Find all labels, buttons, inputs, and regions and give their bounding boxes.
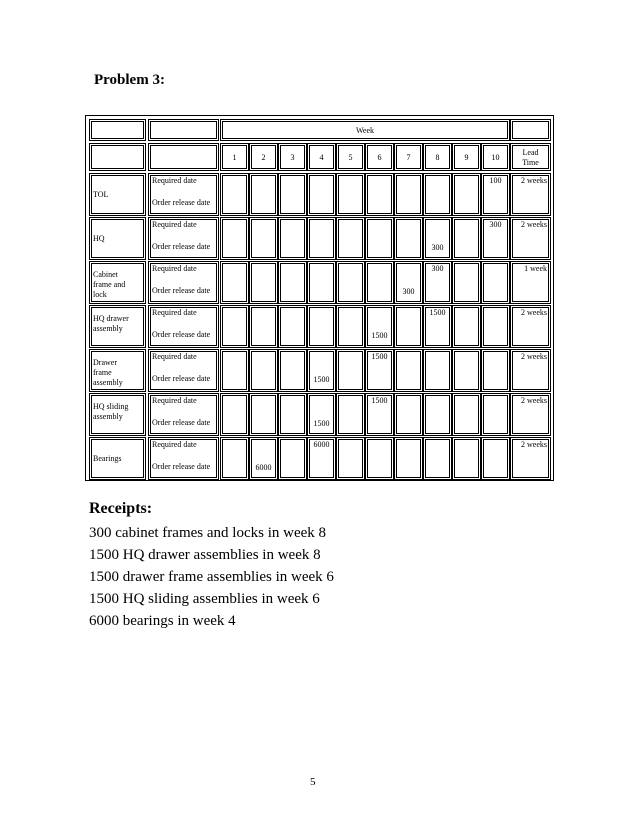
week-value-cell — [249, 173, 278, 216]
receipts-section — [89, 498, 334, 632]
week-value-cell — [249, 217, 278, 260]
week-value-cell — [220, 217, 249, 260]
week-value-cell — [307, 217, 336, 260]
week-value-cell — [365, 393, 394, 436]
week-value-cell — [365, 261, 394, 304]
required-value: 100 — [489, 176, 502, 185]
week-value-cell — [394, 217, 423, 260]
required-value: 1500 — [371, 352, 388, 361]
week-value-cell — [423, 393, 452, 436]
week-value-cell — [336, 305, 365, 348]
receipts-title: Receipts: — [89, 500, 153, 517]
row-label-cell — [148, 261, 219, 304]
order-release-date-label: Order release date — [152, 330, 211, 339]
header-blank-cell — [510, 119, 551, 141]
lead-time-cell — [510, 349, 551, 392]
release-value: 1500 — [313, 375, 330, 384]
receipt-line: 1500 HQ sliding assemblies in week 6 — [89, 591, 320, 607]
week-value-cell — [481, 173, 510, 216]
week-value-cell — [481, 393, 510, 436]
order-release-date-label: Order release date — [152, 286, 211, 295]
week-value-cell — [452, 349, 481, 392]
lead-time-cell — [510, 393, 551, 436]
week-number-label: 1 — [232, 153, 237, 162]
week-number-cell — [365, 143, 394, 171]
lead-time-cell — [510, 305, 551, 348]
week-number-cell — [481, 143, 510, 171]
week-number-cell — [307, 143, 336, 171]
week-value-cell — [249, 437, 278, 480]
week-value-cell — [452, 305, 481, 348]
week-value-cell — [307, 349, 336, 392]
page-number: 5 — [310, 776, 316, 788]
week-value-cell — [278, 393, 307, 436]
required-value: 1500 — [371, 396, 388, 405]
item-name-cell — [89, 305, 146, 348]
week-value-cell — [278, 437, 307, 480]
week-value-cell — [336, 437, 365, 480]
item-name-label: Drawer frame assembly — [93, 358, 123, 387]
week-value-cell — [336, 393, 365, 436]
row-label-cell — [148, 393, 219, 436]
required-value: 1500 — [429, 308, 446, 317]
week-value-cell — [394, 349, 423, 392]
item-name-label: HQ sliding assembly — [93, 402, 129, 421]
week-number-label: 9 — [464, 153, 469, 162]
lead-time-value: 1 week — [524, 264, 547, 273]
lead-time-value: 2 weeks — [521, 396, 547, 405]
week-header-label: Week — [355, 126, 374, 135]
week-number-cell — [220, 143, 249, 171]
week-value-cell — [307, 305, 336, 348]
row-label-cell — [148, 349, 219, 392]
week-number-cell — [336, 143, 365, 171]
week-value-cell — [365, 349, 394, 392]
week-value-cell — [307, 173, 336, 216]
required-date-label: Required date — [152, 396, 197, 405]
receipt-line: 1500 drawer frame assemblies in week 6 — [89, 569, 334, 585]
week-value-cell — [481, 305, 510, 348]
week-value-cell — [481, 261, 510, 304]
week-value-cell — [452, 217, 481, 260]
week-value-cell — [423, 305, 452, 348]
week-value-cell — [481, 349, 510, 392]
week-value-cell — [394, 393, 423, 436]
release-value: 1500 — [371, 331, 388, 340]
week-value-cell — [249, 349, 278, 392]
lead-time-header-label: Lead Time — [522, 148, 539, 167]
lead-time-value: 2 weeks — [521, 220, 547, 229]
receipt-line: 300 cabinet frames and locks in week 8 — [89, 525, 327, 541]
required-date-label: Required date — [152, 176, 197, 185]
week-value-cell — [249, 393, 278, 436]
week-value-cell — [307, 393, 336, 436]
release-value: 1500 — [313, 419, 330, 428]
required-value: 300 — [431, 264, 444, 273]
header-blank-cell — [89, 143, 146, 171]
item-name-cell — [89, 173, 146, 216]
required-value: 6000 — [313, 440, 330, 449]
header-blank-cell — [89, 119, 146, 141]
order-release-date-label: Order release date — [152, 242, 211, 251]
week-value-cell — [278, 217, 307, 260]
week-value-cell — [452, 437, 481, 480]
week-value-cell — [220, 261, 249, 304]
week-value-cell — [220, 173, 249, 216]
week-number-cell — [278, 143, 307, 171]
week-value-cell — [423, 437, 452, 480]
week-value-cell — [423, 217, 452, 260]
lead-time-cell — [510, 173, 551, 216]
week-value-cell — [278, 173, 307, 216]
week-value-cell — [365, 173, 394, 216]
order-release-date-label: Order release date — [152, 462, 211, 471]
week-number-cell — [394, 143, 423, 171]
row-label-cell — [148, 217, 219, 260]
problem-title: Problem 3: — [94, 72, 165, 88]
required-date-label: Required date — [152, 308, 197, 317]
week-number-label: 7 — [406, 153, 411, 162]
lead-time-value: 2 weeks — [521, 176, 547, 185]
week-value-cell — [307, 437, 336, 480]
week-value-cell — [365, 217, 394, 260]
lead-time-value: 2 weeks — [521, 352, 547, 361]
week-value-cell — [220, 349, 249, 392]
week-value-cell — [278, 261, 307, 304]
item-name-label: HQ drawer assembly — [93, 314, 129, 333]
week-value-cell — [365, 437, 394, 480]
week-value-cell — [336, 217, 365, 260]
required-date-label: Required date — [152, 352, 197, 361]
row-label-cell — [148, 437, 219, 480]
week-number-cell — [452, 143, 481, 171]
week-value-cell — [336, 173, 365, 216]
item-name-cell — [89, 217, 146, 260]
item-name-label: HQ — [93, 234, 105, 243]
week-value-cell — [452, 173, 481, 216]
week-number-cell — [249, 143, 278, 171]
mrp-table — [85, 115, 554, 481]
lead-time-value: 2 weeks — [521, 308, 547, 317]
release-value: 6000 — [255, 463, 272, 472]
item-name-cell — [89, 437, 146, 480]
item-name-label: Cabinet frame and lock — [93, 270, 126, 299]
order-release-date-label: Order release date — [152, 374, 211, 383]
header-blank-cell — [148, 143, 219, 171]
week-value-cell — [423, 349, 452, 392]
week-header-cell — [220, 119, 510, 141]
order-release-date-label: Order release date — [152, 198, 211, 207]
item-name-label: TOL — [93, 190, 109, 199]
receipt-line: 6000 bearings in week 4 — [89, 613, 236, 629]
week-number-label: 2 — [261, 153, 266, 162]
required-date-label: Required date — [152, 264, 197, 273]
row-label-cell — [148, 305, 219, 348]
week-value-cell — [481, 437, 510, 480]
week-value-cell — [452, 261, 481, 304]
release-value: 300 — [402, 287, 415, 296]
lead-time-cell — [510, 261, 551, 304]
week-value-cell — [394, 305, 423, 348]
week-number-label: 5 — [348, 153, 353, 162]
lead-time-header-cell — [510, 143, 551, 171]
item-name-cell — [89, 349, 146, 392]
week-value-cell — [394, 437, 423, 480]
row-label-cell — [148, 173, 219, 216]
receipt-line: 1500 HQ drawer assemblies in week 8 — [89, 547, 321, 563]
week-value-cell — [220, 437, 249, 480]
week-value-cell — [365, 305, 394, 348]
item-name-cell — [89, 261, 146, 304]
required-value: 300 — [489, 220, 502, 229]
release-value: 300 — [431, 243, 444, 252]
week-value-cell — [249, 305, 278, 348]
required-date-label: Required date — [152, 440, 197, 449]
lead-time-cell — [510, 217, 551, 260]
week-value-cell — [394, 261, 423, 304]
header-blank-cell — [148, 119, 219, 141]
week-value-cell — [452, 393, 481, 436]
week-value-cell — [423, 173, 452, 216]
week-number-cell — [423, 143, 452, 171]
item-name-label: Bearings — [93, 454, 122, 463]
item-name-cell — [89, 393, 146, 436]
week-value-cell — [220, 305, 249, 348]
week-value-cell — [336, 261, 365, 304]
order-release-date-label: Order release date — [152, 418, 211, 427]
week-value-cell — [481, 217, 510, 260]
week-value-cell — [278, 305, 307, 348]
week-number-label: 8 — [435, 153, 440, 162]
week-value-cell — [307, 261, 336, 304]
week-number-label: 6 — [377, 153, 382, 162]
week-number-label: 4 — [319, 153, 324, 162]
week-value-cell — [249, 261, 278, 304]
week-number-label: 10 — [491, 153, 500, 162]
week-number-label: 3 — [290, 153, 295, 162]
required-date-label: Required date — [152, 220, 197, 229]
lead-time-cell — [510, 437, 551, 480]
week-value-cell — [423, 261, 452, 304]
lead-time-value: 2 weeks — [521, 440, 547, 449]
week-value-cell — [278, 349, 307, 392]
week-value-cell — [336, 349, 365, 392]
week-value-cell — [220, 393, 249, 436]
week-value-cell — [394, 173, 423, 216]
